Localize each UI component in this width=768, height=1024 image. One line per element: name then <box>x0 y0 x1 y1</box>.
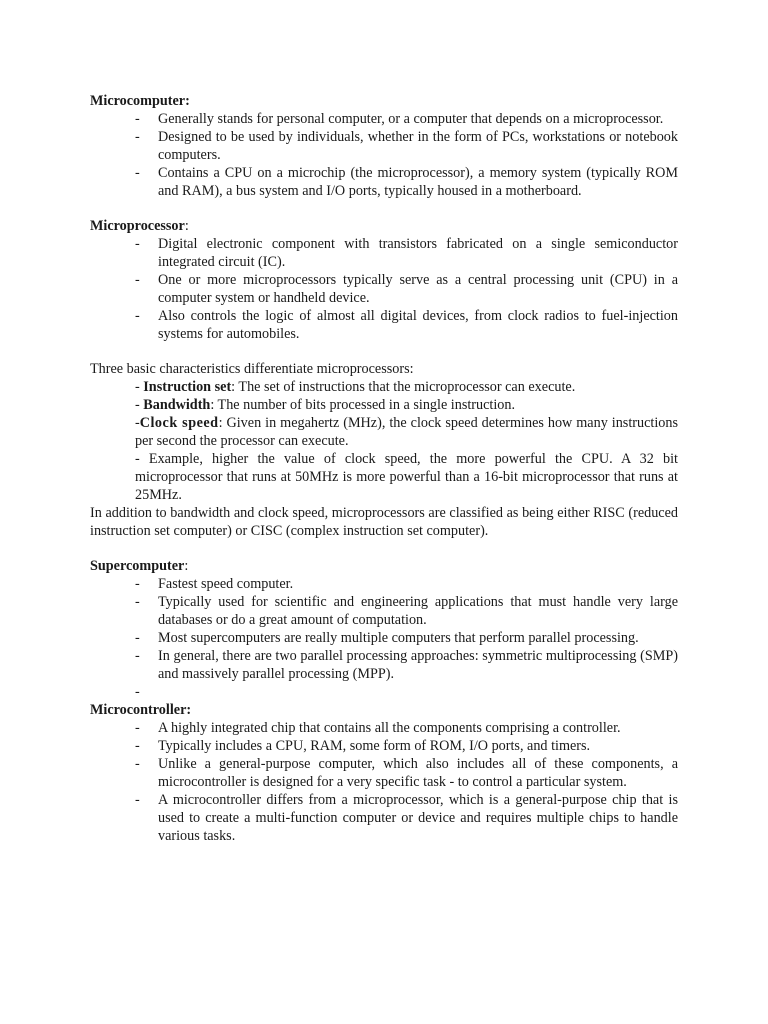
dash-marker: - <box>135 630 140 646</box>
term-clock-speed: Clock speed <box>139 415 219 431</box>
heading-text: Supercomputer <box>90 558 185 574</box>
heading-colon: : <box>184 218 189 234</box>
list-item-text: Fastest speed computer. <box>158 576 294 592</box>
dash-marker: - <box>135 756 140 772</box>
list-item <box>90 629 678 647</box>
section-microprocessor <box>90 217 678 343</box>
list-microprocessor <box>90 235 678 343</box>
dash-marker: - <box>135 272 140 288</box>
list-item <box>90 235 678 271</box>
list-item-text: Unlike a general-purpose computer, which also includes all of these components, a microcontroller is designed for a very specific task - to control a particular system. <box>158 756 678 790</box>
dash-marker: - <box>135 594 140 610</box>
list-item <box>90 683 678 701</box>
list-item <box>90 791 678 845</box>
list-item-text: Most supercomputers are really multiple computers that perform parallel processing. <box>158 630 639 646</box>
list-item <box>90 737 678 755</box>
list-microcontroller <box>90 719 678 845</box>
dash-marker: - <box>135 720 140 736</box>
dash-marker: - <box>135 397 144 413</box>
list-item <box>90 307 678 343</box>
heading-colon: : <box>184 558 189 574</box>
list-item-text: Typically used for scientific and engineering applications that must handle very large databases or do a great amount of computation. <box>158 594 678 628</box>
list-item-text: Typically includes a CPU, RAM, some form of ROM, I/O ports, and timers. <box>158 738 591 754</box>
dash-marker: - <box>135 738 140 754</box>
list-item-text: Designed to be used by individuals, whether in the form of PCs, workstations or notebook computers. <box>158 129 678 163</box>
list-item-text: Generally stands for personal computer, or a computer that depends on a microprocessor. <box>158 111 664 127</box>
list-item <box>90 110 678 128</box>
dash-marker: - <box>135 308 140 324</box>
dash-marker: - <box>135 379 144 395</box>
dash-marker: - <box>135 792 140 808</box>
characteristic-clock-speed <box>90 414 678 450</box>
term-instruction-set: Instruction set <box>143 379 232 395</box>
definition-text: : The set of instructions that the microprocessor can execute. <box>231 379 576 395</box>
characteristic-instruction-set <box>90 378 678 396</box>
list-item-text: A microcontroller differs from a microprocessor, which is a general-purpose chip that is used to create a multi-function computer or device and requires multiple chips to handle various tasks. <box>158 792 678 844</box>
heading-microcontroller: Microcontroller: <box>90 702 192 718</box>
dash-marker: - <box>135 165 140 181</box>
characteristic-example: - Example, higher the value of clock speed, the more powerful the CPU. A 32 bit microprocessor that runs at 50MHz is more powerful than a 16-bit microprocessor that runs at 25MHz. <box>135 451 678 503</box>
dash-marker: - <box>135 684 140 700</box>
dash-marker: - <box>135 648 140 664</box>
heading-microprocessor <box>90 217 678 235</box>
list-item-text: One or more microprocessors typically serve as a central processing unit (CPU) in a computer system or handheld device. <box>158 272 678 306</box>
section-supercomputer <box>90 557 678 701</box>
characteristic-bandwidth <box>90 396 678 414</box>
list-item-text: Digital electronic component with transistors fabricated on a single semiconductor integrated circuit (IC). <box>158 236 678 270</box>
list-item-text: Also controls the logic of almost all digital devices, from clock radios to fuel-injection systems for automobiles. <box>158 308 678 342</box>
list-item <box>90 593 678 629</box>
section-microcontroller <box>90 701 678 845</box>
dash-marker: - <box>135 129 140 145</box>
list-item <box>90 128 678 164</box>
list-item <box>90 719 678 737</box>
definition-text: : The number of bits processed in a single instruction. <box>210 397 516 413</box>
list-item-text: In general, there are two parallel processing approaches: symmetric multiprocessing (SMP) and massively parallel processing (MPP). <box>158 648 678 682</box>
heading-text: Microprocessor <box>90 218 185 234</box>
dash-marker: - <box>135 236 140 252</box>
characteristics-closing: In addition to bandwidth and clock speed, microprocessors are classified as being either RISC (reduced instruction set computer) or CISC (complex instruction set computer). <box>90 505 678 539</box>
term-bandwidth: Bandwidth <box>143 397 211 413</box>
list-item-text: A highly integrated chip that contains all the components comprising a controller. <box>158 720 621 736</box>
list-item <box>90 647 678 683</box>
heading-supercomputer <box>90 557 678 575</box>
list-item <box>90 164 678 200</box>
document-body <box>90 92 678 862</box>
list-supercomputer <box>90 575 678 701</box>
list-item <box>90 755 678 791</box>
list-item <box>90 271 678 307</box>
dash-marker: - <box>135 415 140 431</box>
list-item-text: Contains a CPU on a microchip (the microprocessor), a memory system (typically ROM and RAM), a bus system and I/O ports, typically housed in a motherboard. <box>158 165 678 199</box>
section-microcomputer <box>90 92 678 200</box>
section-characteristics <box>90 360 678 540</box>
characteristics-intro: Three basic characteristics differentiate microprocessors: <box>90 361 414 377</box>
dash-marker: - <box>135 111 140 127</box>
definition-text: : Given in megahertz (MHz), the clock speed determines how many instructions per second the processor can execute. <box>135 415 678 449</box>
heading-microcomputer: Microcomputer: <box>90 93 190 109</box>
list-item <box>90 575 678 593</box>
dash-marker: - <box>135 576 140 592</box>
list-microcomputer <box>90 110 678 200</box>
